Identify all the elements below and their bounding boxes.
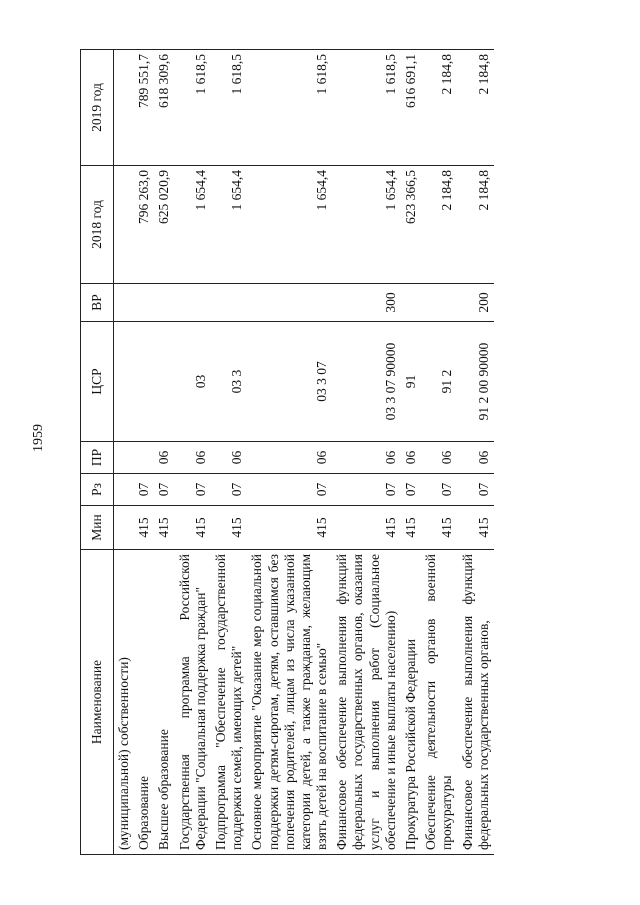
cell-min: 415 — [134, 506, 154, 550]
cell-2019: 1 618,5 — [175, 50, 211, 166]
cell-2019: 618 309,6 — [154, 50, 174, 166]
rotated-page-content — [80, 50, 615, 855]
cell-rz: 07 — [154, 474, 174, 506]
cell-pr: 06 — [154, 442, 174, 474]
cell-min — [114, 506, 135, 550]
cell-2018: 796 263,0 — [134, 166, 154, 284]
cell-min: 415 — [458, 506, 494, 550]
cell-name: Образование — [134, 550, 154, 855]
cell-2018: 2 184,8 — [421, 166, 457, 284]
cell-min: 415 — [247, 506, 332, 550]
cell-csr: 91 2 — [421, 322, 457, 442]
cell-2018: 1 654,4 — [332, 166, 401, 284]
header-2019: 2019 год — [81, 50, 114, 166]
cell-rz: 07 — [401, 474, 421, 506]
cell-2019: 2 184,8 — [421, 50, 457, 166]
cell-min: 415 — [175, 506, 211, 550]
cell-csr: 03 3 07 — [247, 322, 332, 442]
page-number: 1959 — [31, 424, 46, 452]
cell-pr — [134, 442, 154, 474]
header-min: Мин — [81, 506, 114, 550]
table-row — [175, 50, 211, 855]
cell-vr — [154, 284, 174, 322]
cell-min: 415 — [211, 506, 247, 550]
cell-2019 — [114, 50, 135, 166]
cell-vr: 300 — [332, 284, 401, 322]
cell-2018: 1 654,4 — [175, 166, 211, 284]
cell-rz: 07 — [421, 474, 457, 506]
cell-vr — [134, 284, 154, 322]
header-2018: 2018 год — [81, 166, 114, 284]
cell-vr: 200 — [458, 284, 494, 322]
table-row — [401, 50, 421, 855]
cell-min: 415 — [401, 506, 421, 550]
table-row — [154, 50, 174, 855]
cell-csr — [114, 322, 135, 442]
cell-csr: 91 2 00 90000 — [458, 322, 494, 442]
cell-rz: 07 — [211, 474, 247, 506]
cell-2018: 623 366,5 — [401, 166, 421, 284]
cell-pr: 06 — [421, 442, 457, 474]
cell-vr — [211, 284, 247, 322]
cell-rz: 07 — [247, 474, 332, 506]
budget-table — [80, 49, 494, 855]
cell-rz — [114, 474, 135, 506]
table-row — [421, 50, 457, 855]
cell-2019: 1 618,5 — [332, 50, 401, 166]
header-pr: ПР — [81, 442, 114, 474]
cell-vr — [175, 284, 211, 322]
table-row — [332, 50, 401, 855]
cell-rz: 07 — [458, 474, 494, 506]
cell-2018: 625 020,9 — [154, 166, 174, 284]
cell-pr — [114, 442, 135, 474]
cell-2019: 2 184,8 — [458, 50, 494, 166]
cell-pr: 06 — [332, 442, 401, 474]
cell-min: 415 — [332, 506, 401, 550]
cell-name: (муниципальной) собственности) — [114, 550, 135, 855]
cell-csr: 03 3 — [211, 322, 247, 442]
cell-rz: 07 — [175, 474, 211, 506]
cell-name: Финансовое обеспечение выполнения функций федеральных государственных органов, оказания услуг и выполнения работ (Социальное обеспечение и иные выплаты населению) — [332, 550, 401, 855]
table-row — [134, 50, 154, 855]
cell-pr: 06 — [175, 442, 211, 474]
cell-csr — [154, 322, 174, 442]
cell-pr: 06 — [247, 442, 332, 474]
cell-csr: 03 3 07 90000 — [332, 322, 401, 442]
cell-pr: 06 — [211, 442, 247, 474]
cell-min: 415 — [154, 506, 174, 550]
cell-2018 — [114, 166, 135, 284]
cell-csr: 03 — [175, 322, 211, 442]
table-row — [458, 50, 494, 855]
table-row — [211, 50, 247, 855]
header-name: Наименование — [81, 550, 114, 855]
table-row — [114, 50, 135, 855]
cell-2018: 1 654,4 — [211, 166, 247, 284]
cell-name: Государственная программа Российской Федерации "Социальная поддержка граждан" — [175, 550, 211, 855]
cell-2018: 2 184,8 — [458, 166, 494, 284]
cell-2019: 1 618,5 — [211, 50, 247, 166]
cell-2019: 616 691,1 — [401, 50, 421, 166]
cell-vr — [247, 284, 332, 322]
cell-name: Подпрограмма "Обеспечение государственной поддержки семей, имеющих детей" — [211, 550, 247, 855]
cell-vr — [421, 284, 457, 322]
cell-csr: 91 — [401, 322, 421, 442]
header-rz: Рз — [81, 474, 114, 506]
cell-2019: 789 551,7 — [134, 50, 154, 166]
table-header-row — [81, 50, 114, 855]
cell-2019: 1 618,5 — [247, 50, 332, 166]
cell-2018: 1 654,4 — [247, 166, 332, 284]
header-vr: ВР — [81, 284, 114, 322]
cell-csr — [134, 322, 154, 442]
cell-name: Высшее образование — [154, 550, 174, 855]
table-row — [247, 50, 332, 855]
cell-pr: 06 — [401, 442, 421, 474]
cell-rz: 07 — [332, 474, 401, 506]
header-csr: ЦСР — [81, 322, 114, 442]
cell-name: Основное мероприятие "Оказание мер социальной поддержки детям-сиротам, детям, оставшимся без попечения родителей, лицам из числа указанной категории детей, а также гражданам, желающим взять детей на воспитание в семью" — [247, 550, 332, 855]
cell-rz: 07 — [134, 474, 154, 506]
cell-pr: 06 — [458, 442, 494, 474]
cell-name: Обеспечение деятельности органов военной прокуратуры — [421, 550, 457, 855]
cell-name: Финансовое обеспечение выполнения функций федеральных государственных органов, — [458, 550, 494, 855]
cell-min: 415 — [421, 506, 457, 550]
cell-vr — [401, 284, 421, 322]
cell-name: Прокуратура Российской Федерации — [401, 550, 421, 855]
cell-vr — [114, 284, 135, 322]
